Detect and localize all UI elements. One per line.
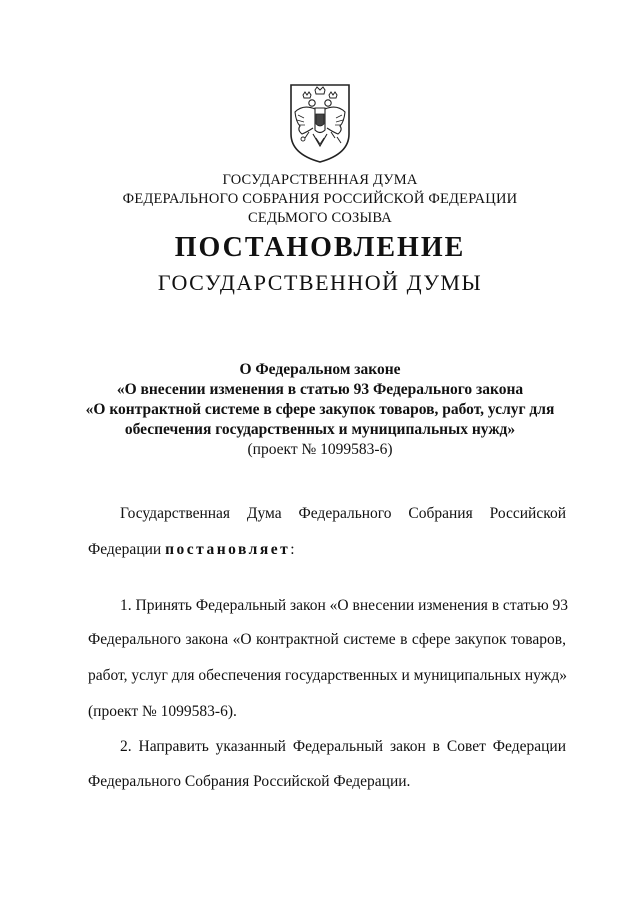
document-title: ПОСТАНОВЛЕНИЕ <box>174 232 466 263</box>
resolves-word: постановляет <box>165 541 291 558</box>
subject-line-1: О Федеральном законе <box>239 361 401 378</box>
paragraph-2-line-2: Федерального Собрания Российской Федерации. <box>88 773 411 790</box>
subject-line-2: «О внесении изменения в статью 93 Федерального закона <box>116 381 524 398</box>
header-line-federal-assembly: ФЕДЕРАЛЬНОГО СОБРАНИЯ РОССИЙСКОЙ ФЕДЕРАЦИИ <box>122 191 518 207</box>
paragraph-1-line-2: Федерального закона «О контрактной системе в сфере закупок товаров, <box>88 631 566 648</box>
intro-colon: : <box>290 541 295 558</box>
document-subtitle: ГОСУДАРСТВЕННОЙ ДУМЫ <box>157 270 483 295</box>
intro-line-1: Государственная Дума Федерального Собрания Российской <box>120 505 566 522</box>
paragraph-1-line-3: работ, услуг для обеспечения государственных и муниципальных нужд» <box>88 667 568 684</box>
subject-line-4: обеспечения государственных и муниципальных нужд» <box>124 421 516 438</box>
subject-project-number: (проект № 1099583-6) <box>247 441 393 458</box>
paragraph-2-line-1: 2. Направить указанный Федеральный закон в Совет Федерации <box>120 738 566 755</box>
intro-text: Федерации <box>88 541 166 558</box>
header-line-state-duma: ГОСУДАРСТВЕННАЯ ДУМА <box>222 172 418 188</box>
header-line-convocation: СЕДЬМОГО СОЗЫВА <box>248 210 392 226</box>
paragraph-1-line-4: (проект № 1099583-6). <box>88 703 237 720</box>
paragraph-1-line-1: 1. Принять Федеральный закон «О внесении изменения в статью 93 <box>120 597 569 614</box>
intro-line-2 <box>88 541 566 559</box>
subject-line-3: «О контрактной системе в сфере закупок товаров, работ, услуг для <box>85 401 555 418</box>
coat-of-arms-emblem <box>285 82 355 164</box>
